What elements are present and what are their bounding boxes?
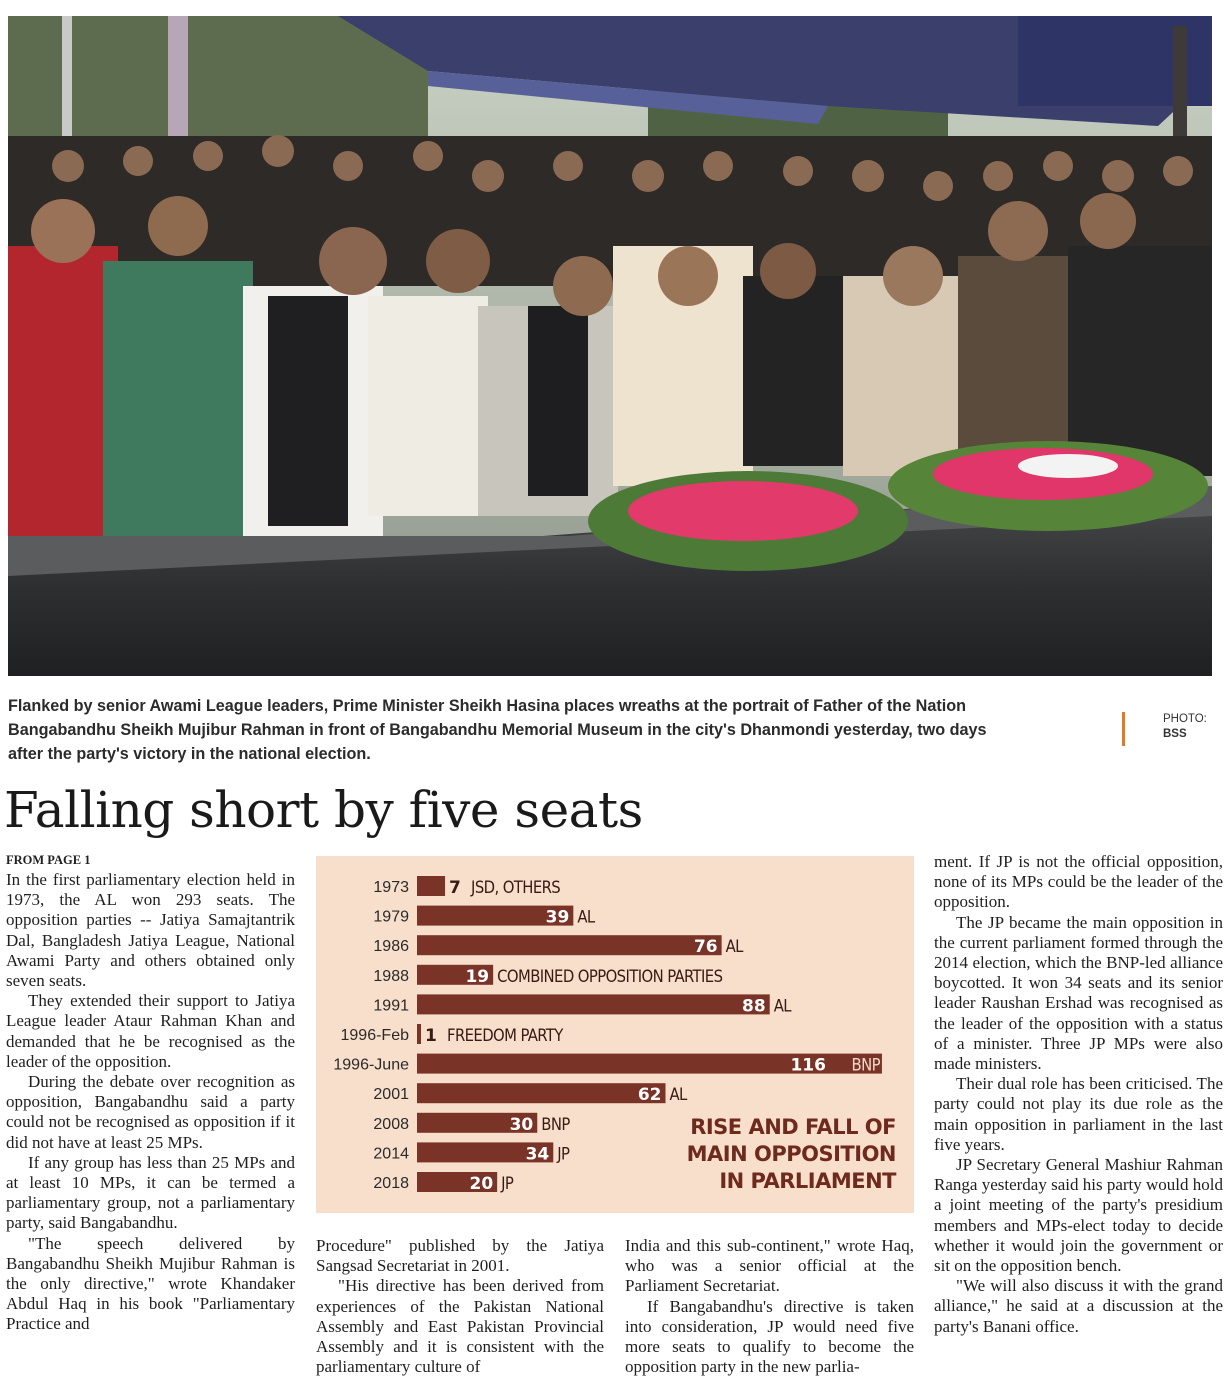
value-label: 116 [790,1055,826,1076]
paragraph: During the debate over recognition as opposition, Bangabandhu said a party could not be recognised as opposition if it did not have at least 25 MPs. [6,1072,295,1152]
paragraph: "The speech delivered by Bangabandhu Sheikh Mujibur Rahman is the only directive," wrote Khandaker Abdul Haq in his book "Parliamentary Practice and [6,1233,295,1334]
value-label: 39 [545,907,570,928]
paragraph: Their dual role has been criticised. The party could not play its due role as the main opposition in parliament in the last five years. [934,1074,1223,1154]
article-column-2 [316,1236,604,1377]
value-label: 88 [742,996,766,1017]
category-label: 1988 [373,967,409,985]
paragraph: The JP became the main opposition in the current parliament formed through the 2014 election, which the BNP-led alliance boycotted. It won 34 seats and its senior leader Raushan Ershad was recognised as the leader of the opposition with a status of a minister. Three JP MPs were also made ministers. [934,912,1223,1074]
photo-caption: Flanked by senior Awami League leaders, Prime Minister Sheikh Hasina places wreaths at the portrait of Father of the Nation Bangabandhu Sheikh Mujibur Rahman in front of Bangabandhu Memorial Museum in the city's Dhanmondi yesterday, two days after the party's victory in the national election. [8,697,987,763]
category-label: 1991 [373,997,409,1015]
party-label: AL [577,907,595,927]
chart-title-line: MAIN OPPOSITION [686,1142,896,1166]
article-column-4 [934,852,1223,1337]
paragraph: ment. If JP is not the official opposition, none of its MPs could be the leader of the opposition. [934,852,1223,912]
category-label: 2001 [373,1086,409,1104]
bar [417,935,722,958]
category-label: 2008 [373,1115,409,1133]
article-column-1 [6,870,295,1335]
paragraph: If Bangabandhu's directive is taken into consideration, JP would need five more seats to qualify to become the opposition party in the new parlia- [625,1296,914,1377]
category-label: 1979 [373,908,409,926]
paragraph: In the first parliamentary election held in 1973, the AL won 293 seats. The opposition parties -- Jatiya Samajtantrik Dal, Bangladesh Jatiya League, National Awami Party and others obtained only seven seats. [6,870,295,991]
party-label: JSD, OTHERS [471,878,561,897]
paragraph: If any group has less than 25 MPs and at least 10 MPs, it can be termed a parliamentary group, not a parliamentary party, said Bangabandhu. [6,1152,295,1233]
bar [417,876,445,896]
party-label: BNP [541,1114,570,1134]
paragraph: "We will also discuss it with the grand alliance," he said at a discussion at the party's Banani office. [934,1276,1223,1336]
category-label: 2014 [373,1145,409,1163]
category-label: 1973 [373,879,409,896]
photo-illustration [8,16,1212,676]
value-label: 1 [425,1026,437,1046]
photo-credit-source: BSS [1163,728,1187,740]
party-label: AL [669,1085,687,1105]
party-label: JP [557,1144,570,1164]
bar [417,994,770,1017]
party-label: JP [501,1174,514,1193]
photo-credit [1122,712,1207,746]
jump-kicker: FROM PAGE 1 [6,853,91,867]
value-label: 30 [509,1114,534,1135]
paragraph: "His directive has been derived from experiences of the Pakistan National Assembly and East Pakistan Provincial Assembly and it is consistent with the parliamentary culture of [316,1276,604,1377]
article-headline: Falling short by five seats [4,781,643,839]
article-column-3 [625,1236,914,1377]
chart-title-line: RISE AND FALL OF [690,1115,896,1139]
news-photo [8,16,1212,676]
chart-title-line: IN PARLIAMENT [719,1169,896,1193]
value-label: 19 [465,966,490,987]
party-label: COMBINED OPPOSITION PARTIES [497,966,723,986]
paragraph: JP Secretary General Mashiur Rahman Ranga yesterday said his party would hold a joint meeting of the party's presidium members and MPs-elect today to decide whether it would join the government or sit on the opposition bench. [934,1155,1223,1276]
bar [417,1024,421,1044]
chart-title [687,1114,896,1195]
value-label: 7 [449,878,461,898]
bar [417,1083,666,1106]
category-label: 2018 [373,1175,409,1192]
value-label: 62 [637,1085,662,1106]
category-label: 1986 [373,938,409,956]
paragraph: Procedure" published by the Jatiya Sangsad Secretariat in 2001. [316,1236,604,1276]
opposition-seats-chart [316,856,914,1213]
value-label: 76 [693,937,718,958]
party-label: AL [725,937,743,957]
paragraph: India and this sub-continent," wrote Haq, who was a senior official at the Parliament Secretariat. [625,1236,914,1296]
party-label: AL [773,996,791,1016]
value-label: 20 [469,1174,494,1194]
paragraph: They extended their support to Jatiya League leader Ataur Rahman Khan and demanded that he be recognised as the leader of the opposition. [6,991,295,1071]
photo-credit-label: PHOTO: [1163,713,1207,725]
value-label: 34 [525,1144,550,1165]
party-label: BNP [851,1055,880,1075]
category-label: 1996-Feb [340,1027,409,1044]
category-label: 1996-June [333,1056,409,1074]
party-label: FREEDOM PARTY [447,1026,563,1045]
